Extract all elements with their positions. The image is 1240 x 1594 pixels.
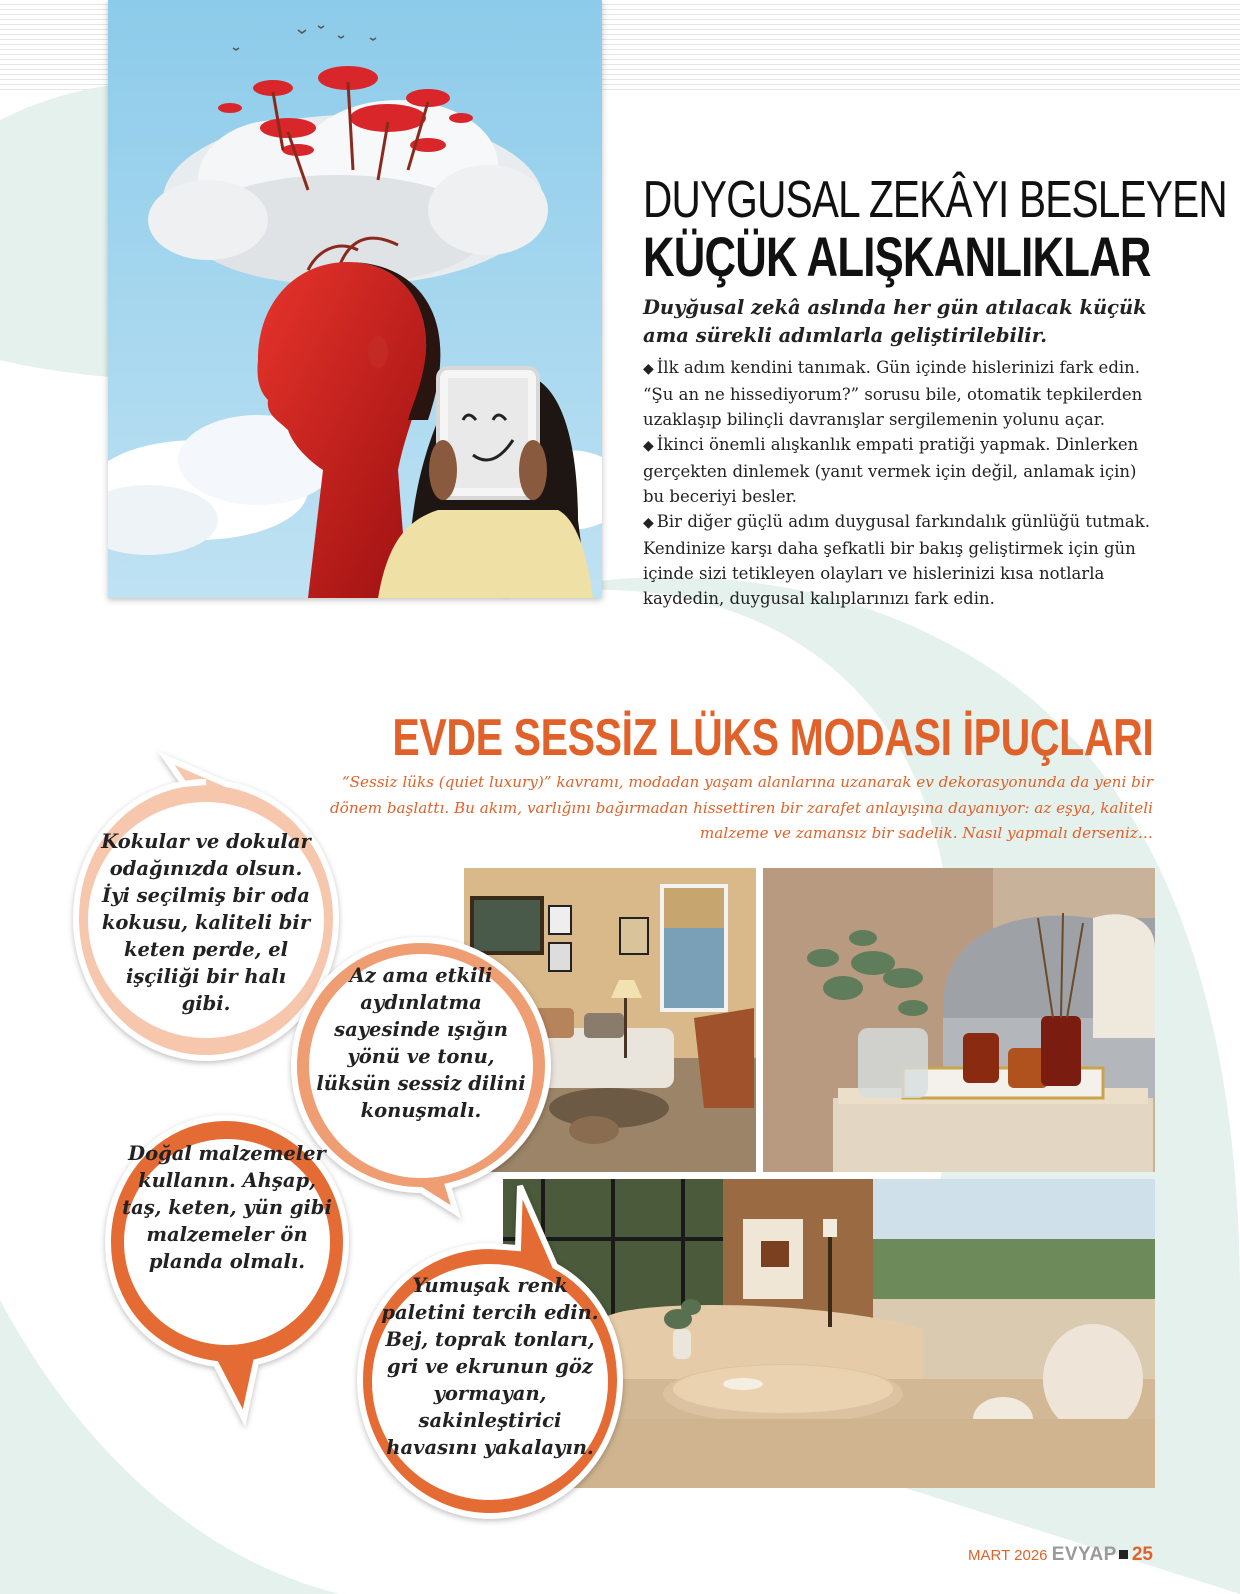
section-title: EVDE SESSİZ LÜKS MODASI İPUÇLARI: [391, 709, 1153, 767]
tip-text-1: Kokular ve dokular odağınızda olsun. İyi seçilmiş bir oda kokusu, kaliteli bir keten perde, el işçiliği bir halı gibi.: [101, 830, 311, 1015]
list-item: ◆ İlk adım kendini tanımak. Gün içinde hislerinizi fark edin. “Şu an ne hissediyorum?” sorusu bile, otomatik tepkilerden uzaklaşıp bilinçli davranışlar sergilemenin yolunu açar.: [643, 358, 1143, 429]
article-lead: Duyğusal zekâ aslında her gün atılacak küçük ama sürekli adımlarla geliştirilebilir.: [643, 296, 1147, 347]
diamond-bullet-icon: ◆: [643, 438, 654, 454]
square-icon: [1119, 1550, 1128, 1559]
issue-date: MART 2026: [968, 1547, 1048, 1564]
page-footer: [968, 1544, 1153, 1566]
diamond-bullet-icon: ◆: [643, 515, 654, 531]
article-title-line2: KÜÇÜK ALIŞKANLIKLAR: [643, 225, 1151, 288]
article-title-line1: DUYGUSAL ZEKÂYI BESLEYEN: [643, 171, 1227, 229]
tip-bubble-3: [96, 1106, 358, 1418]
tip-text-2: Az ama etkili aydınlatma sayesinde ışığın yönü ve tonu, lüksün sessiz dilini konuşmalı.: [316, 964, 526, 1122]
list-item: ◆ İkinci önemli alışkanlık empati pratiği yapmak. Dinlerken gerçekten dinlemek (yanıt vermek için değil, anlamak için) bu beceriyi besler.: [643, 435, 1139, 506]
decor-photo: [763, 868, 1155, 1172]
tip-text-3: Doğal malzemeler kullanın. Ahşap, taş, keten, yün gibi malzemeler ön planda olmalı.: [122, 1142, 332, 1273]
diamond-bullet-icon: ◆: [643, 361, 654, 377]
section-lead: “Sessiz lüks (quiet luxury)” kavramı, modadan yaşam alanlarına uzanarak ev dekorasyonunda da yeni bir dönem başlattı. Bu akım, varlığını bağırmadan hissettiren bir zarafet anlayışına dayanıyor: az eşya, kaliteli malzeme ve zamansız bir sadelik. Nasıl yapmalı derseniz…: [329, 773, 1153, 842]
brand-name: EVYAP: [1051, 1544, 1117, 1565]
tip-bubble-4: [340, 1186, 630, 1526]
tip-text-4: Yumuşak renk paletini tercih edin. Bej, toprak tonları, gri ve ekrunun göz yormayan, sakinleştirici havasını yakalayın.: [381, 1274, 599, 1459]
page-number: 25: [1131, 1544, 1153, 1565]
habits-list: [643, 355, 1153, 611]
list-item: ◆ Bir diğer güçlü adım duygusal farkındalık günlüğü tutmak. Kendinize karşı daha şefkatli bir bakış geliştirmek için gün içinde sizi tetikleyen olayları ve hislerinizi kısa notlarla kaydedin, duygusal kalıplarınızı fark edin.: [643, 512, 1150, 608]
hero-illustration: [108, 0, 602, 598]
